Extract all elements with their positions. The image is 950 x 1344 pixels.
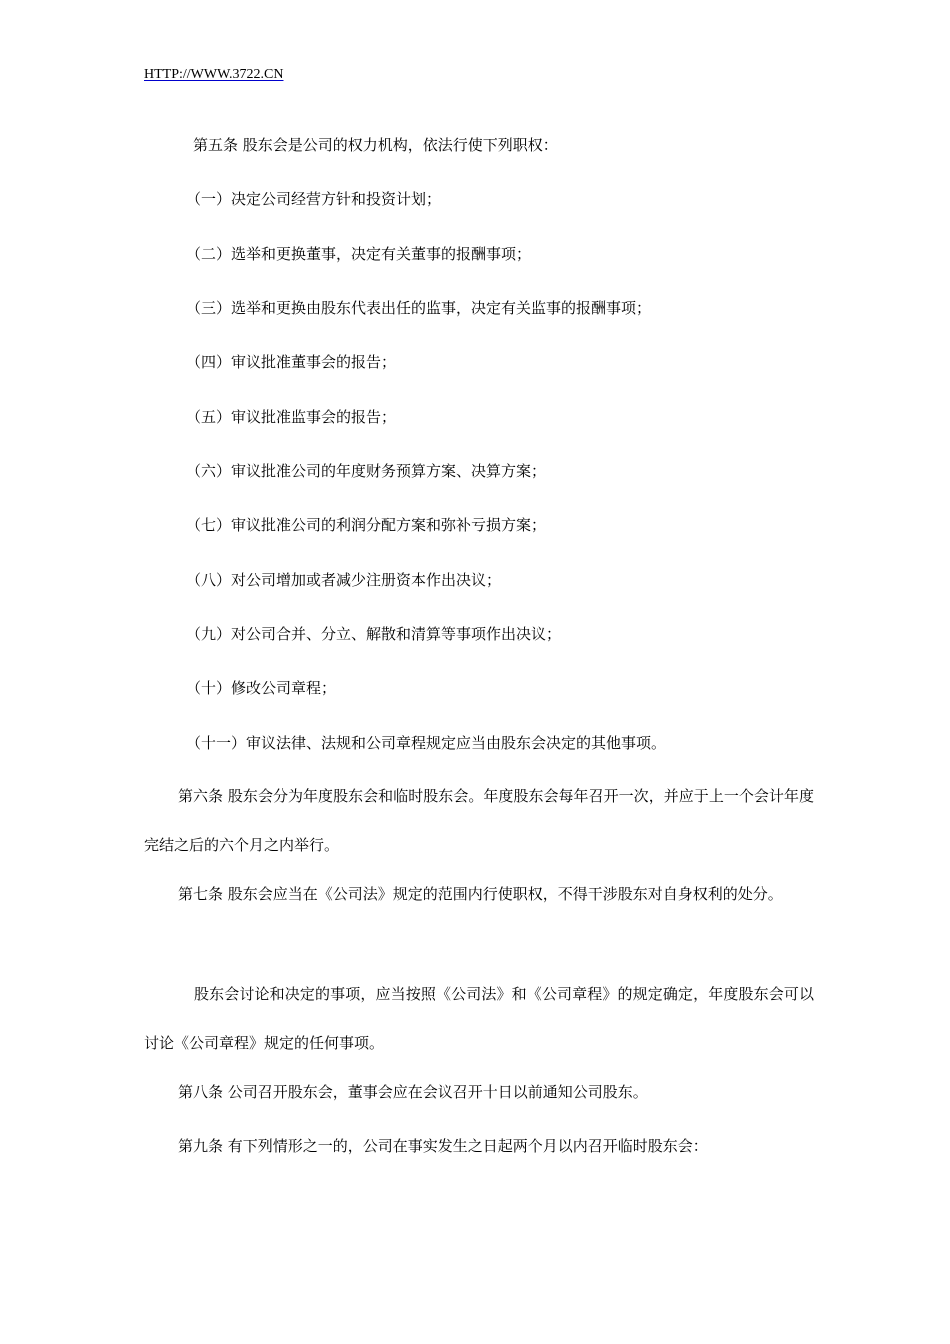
- article5-item: （一）决定公司经营方针和投资计划；: [186, 190, 442, 208]
- article5-intro: 第五条 股东会是公司的权力机构，依法行使下列职权：: [193, 136, 558, 154]
- article7-second-paragraph: 股东会讨论和决定的事项，应当按照《公司法》和《公司章程》的规定确定，年度股东会可以讨论《公司章程》规定的任何事项。: [144, 985, 814, 1052]
- article6-paragraph: 第六条 股东会分为年度股东会和临时股东会。年度股东会每年召开一次，并应于上一个会计年度完结之后的六个月之内举行。: [144, 787, 814, 854]
- article5-item: （六）审议批准公司的年度财务预算方案、决算方案；: [186, 462, 547, 480]
- article5-item: （二）选举和更换董事，决定有关董事的报酬事项；: [186, 245, 532, 263]
- header-url-link[interactable]: HTTP://WWW.3722.CN: [144, 67, 284, 82]
- article9-paragraph: 第九条 有下列情形之一的，公司在事实发生之日起两个月以内召开临时股东会：: [178, 1137, 708, 1155]
- article5-item: （四）审议批准董事会的报告；: [186, 353, 397, 371]
- article8-paragraph: 第八条 公司召开股东会，董事会应在会议召开十日以前通知公司股东。: [178, 1083, 648, 1101]
- article5-item: （十一）审议法律、法规和公司章程规定应当由股东会决定的其他事项。: [186, 734, 667, 752]
- article5-item: （九）对公司合并、分立、解散和清算等事项作出决议；: [186, 625, 562, 643]
- article5-item: （八）对公司增加或者减少注册资本作出决议；: [186, 571, 502, 589]
- article5-item: （五）审议批准监事会的报告；: [186, 408, 397, 426]
- article7-paragraph: 第七条 股东会应当在《公司法》规定的范围内行使职权，不得干涉股东对自身权利的处分。: [178, 885, 783, 903]
- article5-item: （七）审议批准公司的利润分配方案和弥补亏损方案；: [186, 516, 547, 534]
- article5-item: （三）选举和更换由股东代表出任的监事，决定有关监事的报酬事项；: [186, 299, 652, 317]
- article5-item: （十）修改公司章程；: [186, 679, 337, 697]
